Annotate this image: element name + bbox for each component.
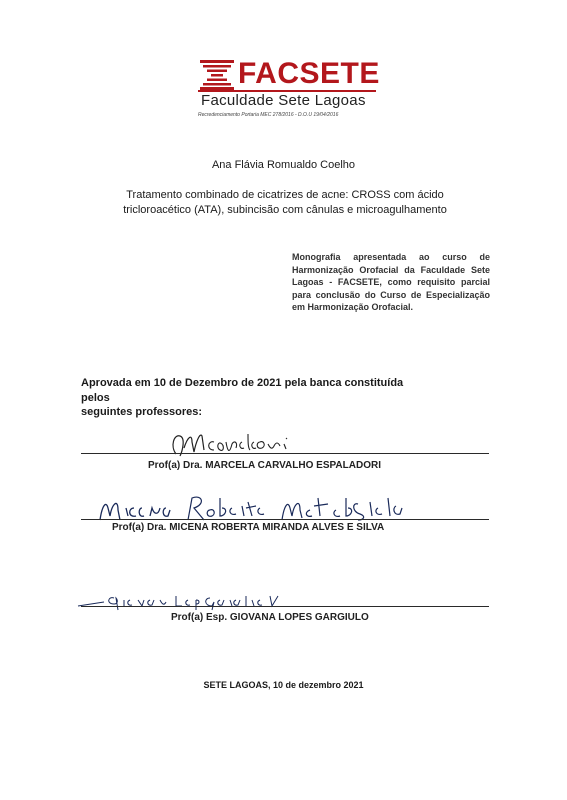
author-name: Ana Flávia Romualdo Coelho bbox=[211, 159, 356, 171]
facsete-logo bbox=[198, 56, 378, 122]
monograph-statement: Monografia apresentada ao curso de Harmonização Orofacial da Faculdade Sete Lagoas - FACSETE, como requisito parcial para conclusão do Curso de Especialização em Harmonização Orofacial. bbox=[292, 252, 490, 313]
thesis-title-line-2: tricloroacético (ATA), subincisão com cânulas e microagulhamento bbox=[123, 204, 447, 216]
signature-line-3 bbox=[81, 606, 489, 607]
accreditation-note: Recredenciamento Portaria MEC 278/2016 - D.O.U 19/04/2016 bbox=[198, 112, 339, 118]
approval-line-2: seguintes professores: bbox=[81, 406, 203, 418]
institution-name: FACSETE bbox=[238, 57, 380, 90]
approval-statement bbox=[81, 376, 421, 420]
place-and-date: SETE LAGOAS, 10 de dezembro 2021 bbox=[203, 680, 364, 690]
thesis-title-line-1: Tratamento combinado de cicatrizes de acne: CROSS com ácido bbox=[126, 189, 444, 201]
signature-1 bbox=[168, 428, 318, 460]
committee-member-1: Prof(a) Dra. MARCELA CARVALHO ESPALADORI bbox=[148, 460, 381, 471]
signature-2 bbox=[96, 490, 408, 526]
signature-3 bbox=[74, 590, 306, 612]
facsete-emblem-icon bbox=[200, 60, 234, 90]
thesis-title bbox=[80, 188, 490, 218]
signature-line-1 bbox=[81, 453, 489, 454]
committee-member-2: Prof(a) Dra. MICENA ROBERTA MIRANDA ALVES E SILVA bbox=[112, 522, 385, 533]
approval-line-1: Aprovada em 10 de Dezembro de 2021 pela banca constituída pelos bbox=[81, 377, 404, 404]
signature-line-2 bbox=[81, 519, 489, 520]
institution-subtitle: Faculdade Sete Lagoas bbox=[201, 92, 366, 109]
committee-member-3: Prof(a) Esp. GIOVANA LOPES GARGIULO bbox=[171, 612, 369, 623]
